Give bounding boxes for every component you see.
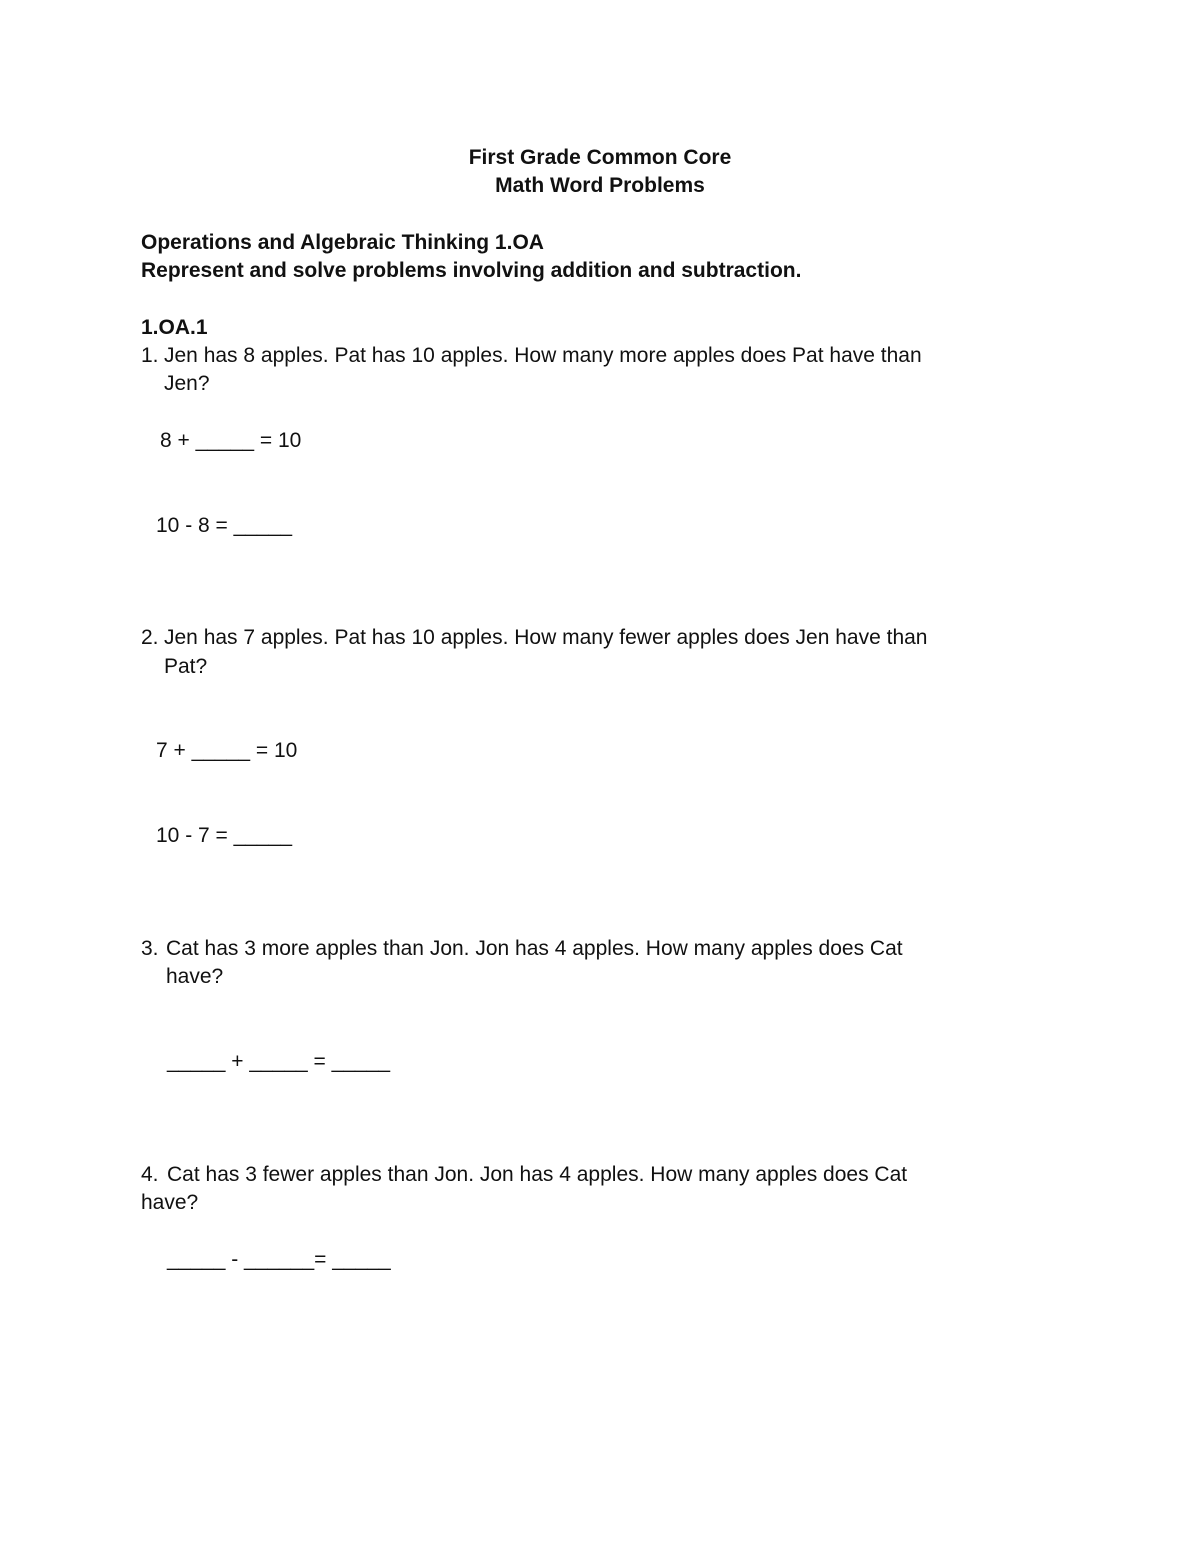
equation-subtraction: 10 - 8 = _____ [156,514,293,537]
equation-addition: 8 + _____ = 10 [160,429,302,452]
problem-number: 3. [141,937,159,960]
document-title-line-2: Math Word Problems [495,174,705,197]
equation-addition: 7 + _____ = 10 [156,739,298,762]
problem-number: 1. [141,344,159,367]
equation-blank: _____ + _____ = _____ [167,1050,391,1073]
problem-number: 2. [141,626,159,649]
equation-subtraction: 10 - 7 = _____ [156,824,293,847]
problem-text-line-1: Jen has 7 apples. Pat has 10 apples. How many fewer apples does Jen have than [164,626,928,649]
cluster-heading: Represent and solve problems involving addition and subtraction. [141,259,802,282]
problem-text-line-2: Pat? [164,655,208,678]
problem-text-line-1: Cat has 3 more apples than Jon. Jon has 4 apples. How many apples does Cat [166,937,903,960]
problem-text-line-1: Jen has 8 apples. Pat has 10 apples. How many more apples does Pat have than [164,344,922,367]
equation-blank: _____ - ______= _____ [167,1248,391,1271]
problem-number: 4. [141,1163,159,1186]
domain-heading: Operations and Algebraic Thinking 1.OA [141,231,544,254]
problem-text-line-2: Jen? [164,372,210,395]
problem-text-line-1: Cat has 3 fewer apples than Jon. Jon has 4 apples. How many apples does Cat [167,1163,908,1186]
standard-code: 1.OA.1 [141,316,208,339]
problem-text-line-2: have? [141,1191,199,1214]
document-title-line-1: First Grade Common Core [468,146,732,169]
problem-text-line-2: have? [166,965,224,988]
